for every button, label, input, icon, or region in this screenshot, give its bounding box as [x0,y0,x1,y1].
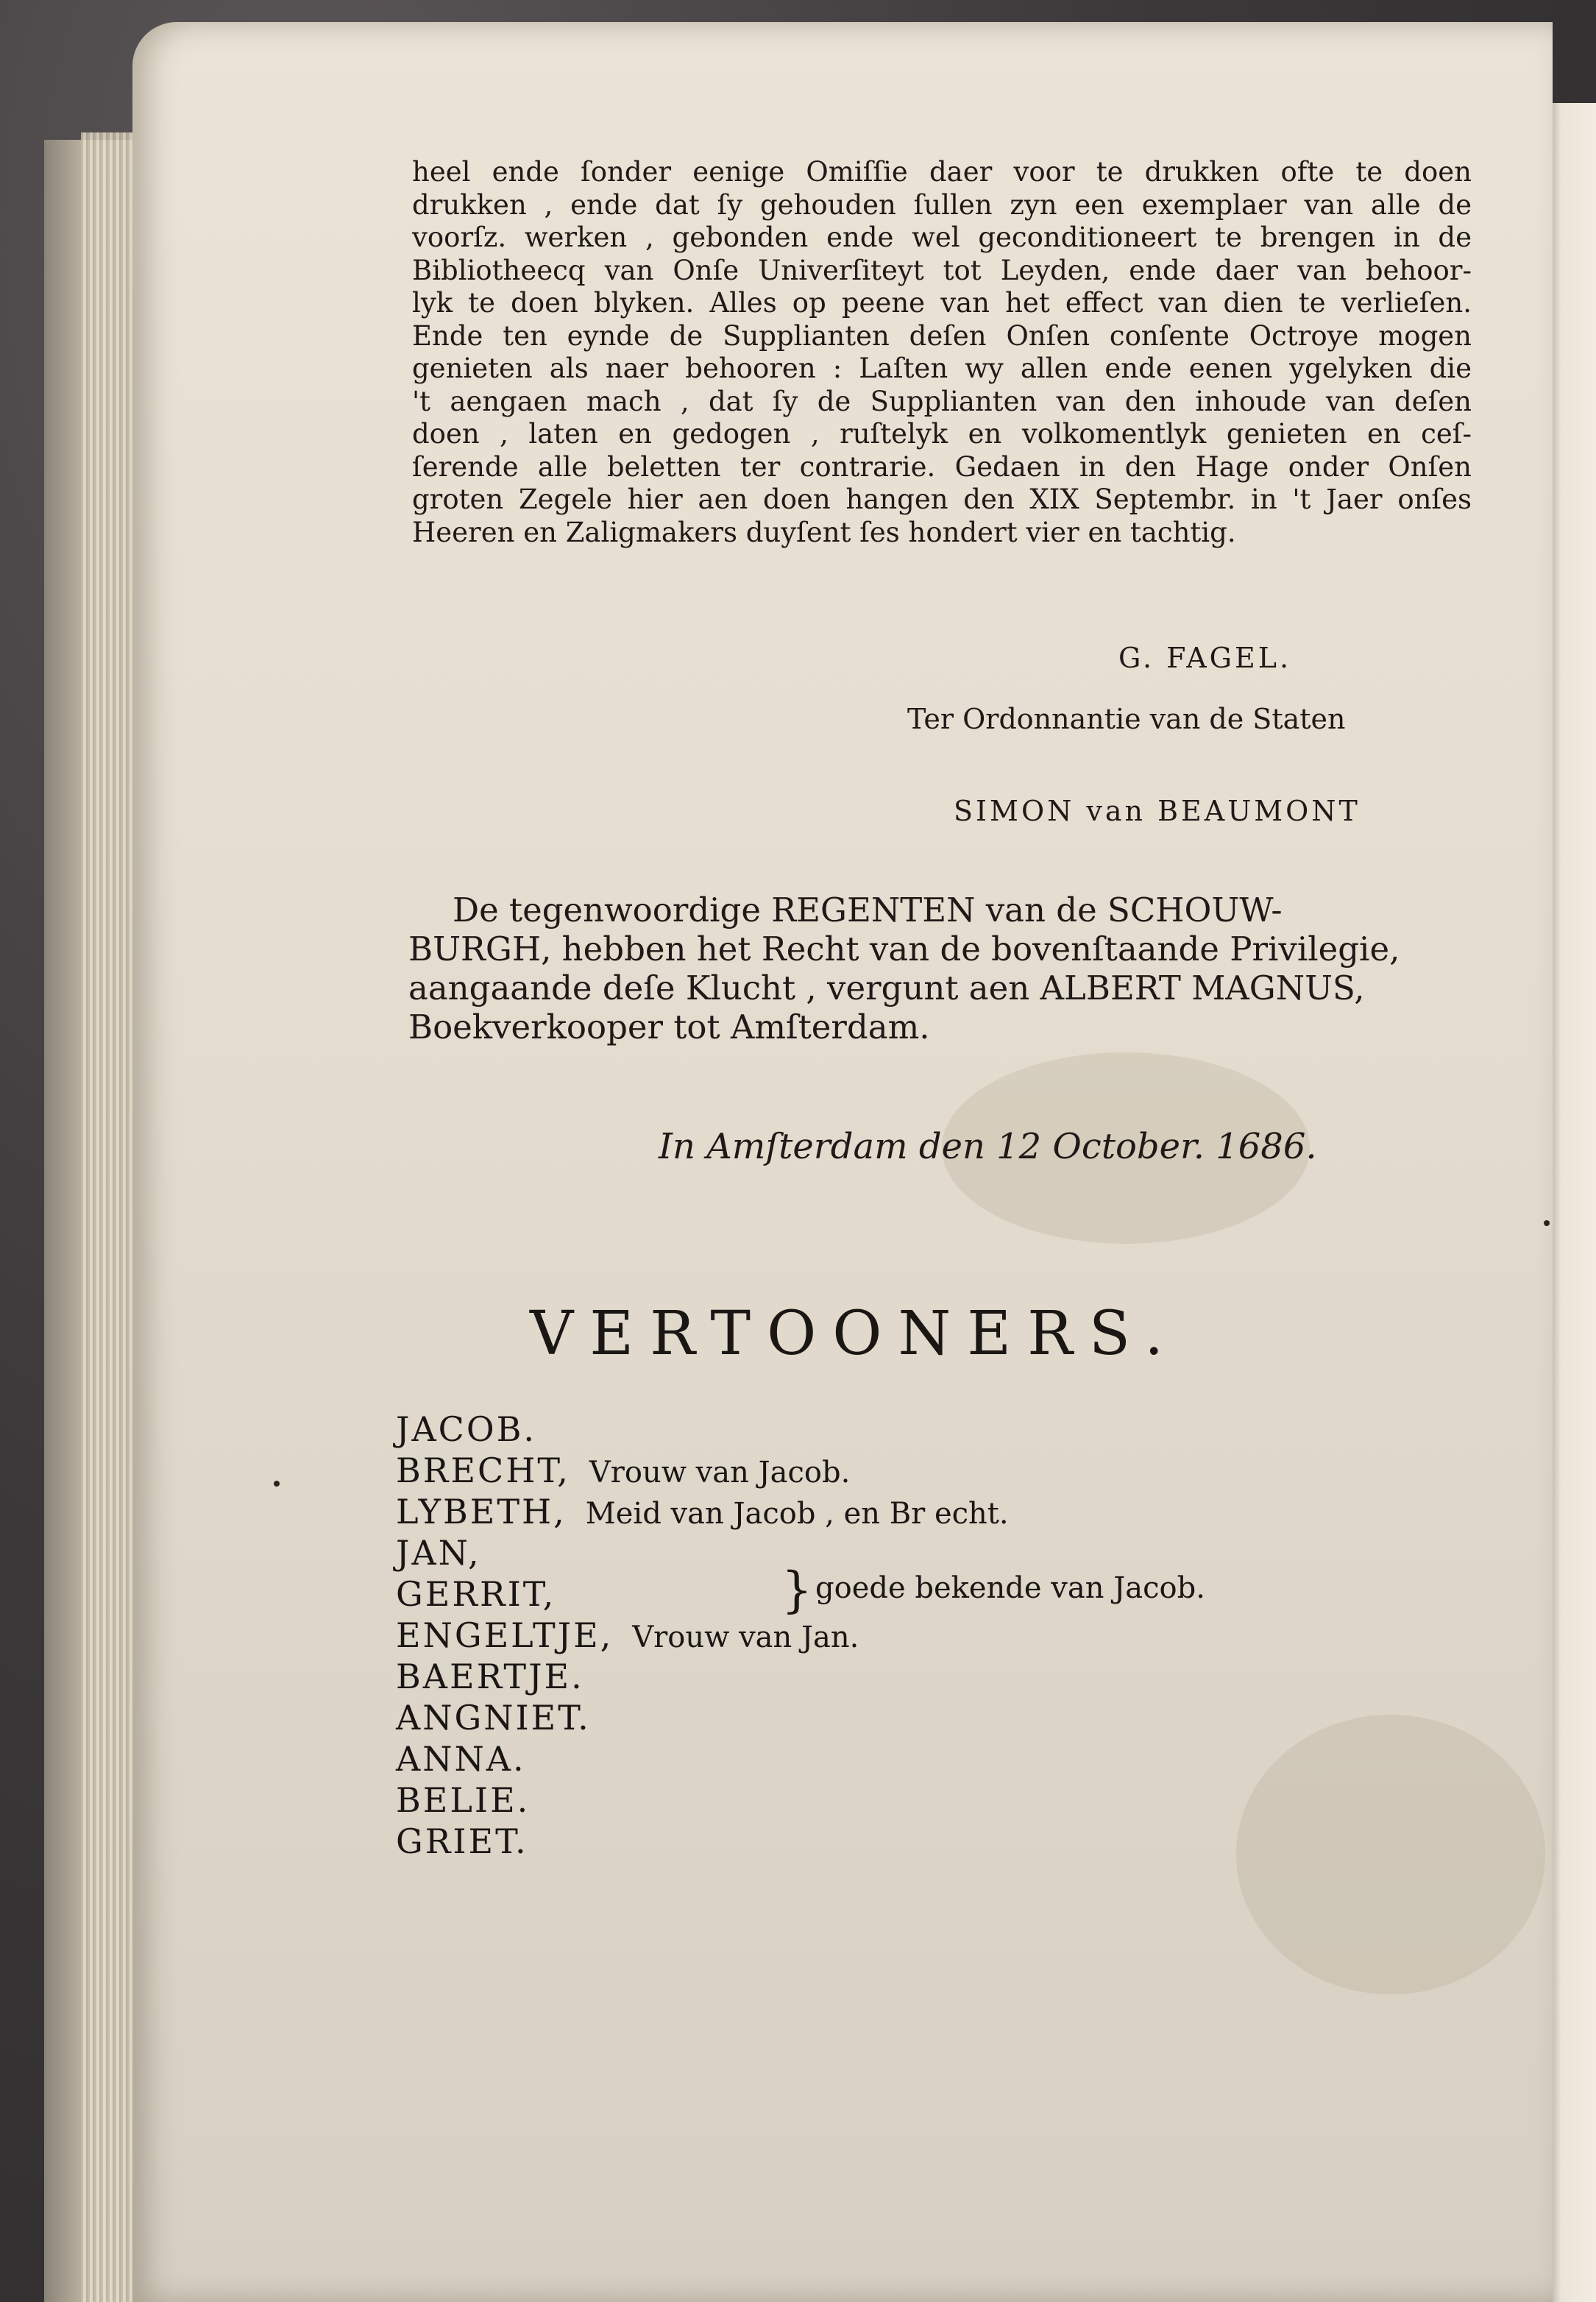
date-line: In Amſterdam den 12 October. 1686. [659,1126,1317,1167]
cast-item [396,1615,1352,1657]
brace-label: goede bekende van Jacob. [815,1571,1205,1605]
privilege-line: Bibliotheecq van Onſe Univerſiteyt tot Leyden, ende daer van behoor- [412,254,1472,286]
signature-fagel: G. FAGEL. [1118,642,1292,674]
cast-item [396,1698,1352,1739]
brace-annotation [781,1562,1205,1618]
privilege-line: genieten als naer behooren : Laſten wy allen ende eenen ygelyken die [412,353,1472,384]
ink-dot [1544,1220,1550,1226]
cast-role: Vrouw van Jan. [632,1621,859,1654]
notice-line: aangaande deſe Klucht , vergunt aen ALBERT MAGNUS, [408,968,1365,1007]
curly-brace-icon: } [781,1562,812,1618]
notice-line: Boekverkooper tot Amſterdam. [408,1007,930,1046]
privilege-line: ſerende alle beletten ter contrarie. Gedaen in den Hage onder Onſen [412,450,1472,483]
privilege-line: voorſz. werken , gebonden ende wel geconditioneert te brengen in de [412,222,1472,253]
privilege-line: 't aengaen mach , dat ſy de Supplianten van den inhoude van deſen [412,385,1472,417]
notice-line: De tegenwoordige REGENTEN van de SCHOUW- [453,890,1283,929]
cast-list [396,1409,1352,1863]
signature-beaumont: SIMON van BEAUMONT [954,795,1361,827]
cast-item [396,1409,1352,1451]
privilege-line: groten Zegele hier aen doen hangen den XIX Septembr. in 't Jaer onſes [412,484,1472,515]
cast-name: LYBETH, [396,1492,567,1531]
cast-name: ANGNIET. [396,1698,591,1738]
cast-item [396,1657,1352,1698]
privilege-line: doen , laten en gedogen , ruſtelyk en volkomentlyk genieten en ceſ- [412,418,1472,450]
cast-heading: VERTOONERS. [530,1299,1180,1369]
privilege-line: heel ende ſonder eenige Omiſſie daer voor te drukken ofte te doen [412,156,1472,188]
cast-name: BELIE. [396,1780,531,1820]
cast-name: JACOB. [396,1409,536,1449]
ink-dot [274,1481,280,1487]
cast-item [396,1821,1352,1863]
cast-item [396,1739,1352,1780]
cast-item [396,1780,1352,1821]
cast-name: GRIET. [396,1821,528,1861]
notice-line: BURGH, hebben het Recht van de bovenſtaande Privilegie, [408,929,1400,968]
cast-role: Vrouw van Jacob. [589,1456,851,1490]
cast-name: BAERTJE. [396,1657,584,1696]
cast-name: GERRIT, [396,1574,556,1614]
privilege-line: drukken , ende dat ſy gehouden ſullen zyn een exemplaer van alle de [412,188,1472,221]
cast-item [396,1492,1352,1533]
privilege-line: Ende ten eynde de Supplianten deſen Onſen conſente Octroye mogen [412,319,1472,352]
cast-name: ANNA. [396,1739,526,1779]
privilege-paragraph [412,156,1472,549]
cast-name: BRECHT, [396,1451,570,1490]
privilege-line: Heeren en Zaligmakers duyſent ſes hondert vier en tachtig. [412,516,1236,548]
regenten-notice [408,890,1475,1046]
privilege-line: lyk te doen blyken. Alles op peene van het effect van dien te verlieſen. [412,287,1472,319]
cast-role: Meid van Jacob , en Br echt. [585,1497,1009,1531]
cast-item [396,1451,1352,1492]
signature-ordonnantie: Ter Ordonnantie van de Staten [907,703,1346,735]
cast-name: ENGELTJE, [396,1615,614,1655]
cast-name: JAN, [396,1533,481,1573]
